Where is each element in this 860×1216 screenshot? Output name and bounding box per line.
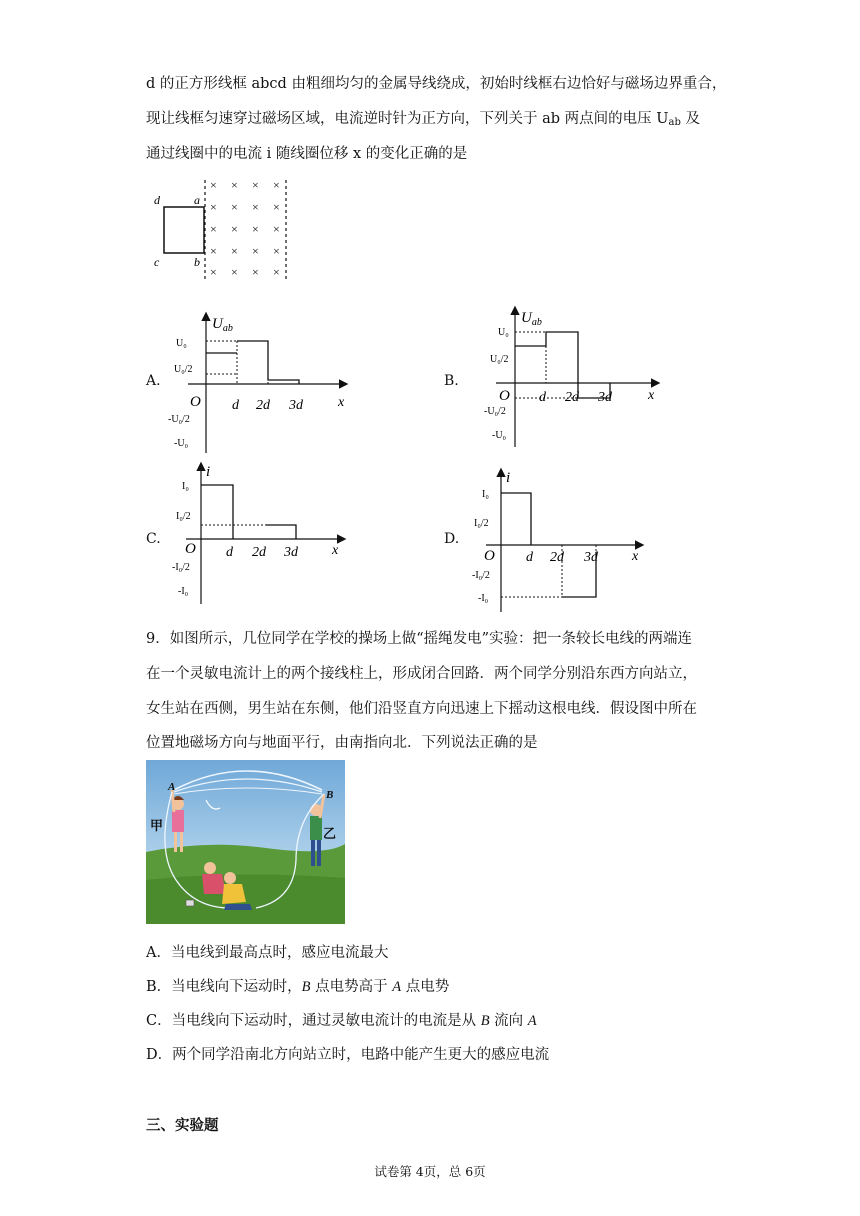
grid-dashes <box>501 545 596 597</box>
tick-y-i0-half: I₀/2 <box>474 518 489 529</box>
girl-leg-right <box>180 832 183 852</box>
kneeling-kid-1-body <box>202 874 226 894</box>
field-cross: × <box>210 222 217 236</box>
q9-option-d: D．两个同学沿南北方向站立时，电路中能产生更大的感应电流 <box>146 1047 550 1063</box>
field-cross: × <box>231 265 238 279</box>
q9-option-c-pre: C．当电线向下运动时，通过灵敏电流计的电流是从 <box>146 1013 481 1029</box>
field-cross: × <box>273 200 280 214</box>
q9-option-c <box>146 1009 537 1030</box>
field-cross: × <box>273 244 280 258</box>
tick-y-neg-i0: -I₀ <box>178 586 189 597</box>
kneeling-kid-2-legs <box>224 904 252 910</box>
grid-dashes <box>515 332 548 346</box>
graph-d <box>470 466 670 616</box>
origin-label: O <box>185 541 196 557</box>
field-cross: × <box>252 200 259 214</box>
q9-option-c-mid: 流向 <box>489 1013 528 1029</box>
q9-option-b-point-1: B <box>301 979 311 995</box>
tick-x-3d: 3d <box>598 390 612 405</box>
tick-y-neg-u0-half: -U₀/2 <box>168 414 190 425</box>
q9-option-b-point-2: A <box>392 979 402 995</box>
y-axis-label: i <box>206 464 211 480</box>
kneeling-kid-1-head <box>204 862 216 874</box>
label-point-a: A <box>168 781 176 793</box>
y-axis-label: $U_{ab}$ <box>212 316 233 334</box>
q9-option-b-pre: B．当电线向下运动时， <box>146 979 302 995</box>
tick-x-3d: 3d <box>584 550 598 565</box>
field-cross: × <box>273 265 280 279</box>
q8-line-2 <box>146 107 700 128</box>
q9-option-a: A．当电线到最高点时，感应电流最大 <box>146 945 389 961</box>
tick-x-d: d <box>226 545 233 560</box>
origin-label: O <box>499 388 510 404</box>
tick-y-u0-half: U₀/2 <box>490 354 509 365</box>
field-cross: × <box>273 178 280 192</box>
x-axis-label: x <box>648 388 655 403</box>
girl-body <box>172 810 184 832</box>
square-frame <box>164 207 204 253</box>
tick-y-i0: I₀ <box>182 481 189 492</box>
field-cross: × <box>231 200 238 214</box>
tick-x-2d: 2d <box>252 545 266 560</box>
tick-x-3d: 3d <box>284 545 298 560</box>
tick-x-d: d <box>232 398 239 413</box>
girl-leg-left <box>174 832 177 852</box>
transition-dashes <box>515 346 610 398</box>
q9-line-2: 在一个灵敏电流计上的两个接线柱上，形成闭合回路．两个同学分别沿东西方向站立， <box>146 666 697 682</box>
tick-y-i0-half: I₀/2 <box>176 511 191 522</box>
graph-b-curve <box>515 332 610 398</box>
x-axis-label: x <box>338 395 345 410</box>
tick-y-i0: I₀ <box>482 489 489 500</box>
option-d-label: D. <box>444 531 460 547</box>
field-cross: × <box>210 178 217 192</box>
frame-field-figure <box>150 176 300 286</box>
rope-generator-photo <box>146 760 345 924</box>
tick-y-neg-i0-half: -I₀/2 <box>472 570 490 581</box>
tick-y-neg-u0: -U₀ <box>492 430 507 441</box>
x-axis-label: x <box>332 543 339 558</box>
label-jia: 甲 <box>150 818 164 833</box>
label-b: b <box>194 255 200 269</box>
kneeling-kid-2-head <box>224 872 236 884</box>
tick-x-2d: 2d <box>256 398 270 413</box>
field-cross: × <box>273 222 280 236</box>
graph-c-curve <box>201 485 296 539</box>
grass-front <box>146 874 345 924</box>
origin-label: O <box>190 394 201 410</box>
q8-line-3: 通过线圈中的电流 i 随线圈位移 x 的变化正确的是 <box>146 146 468 162</box>
boy-body <box>310 816 322 840</box>
graph-b <box>470 302 670 450</box>
y-axis-label: $U_{ab}$ <box>521 310 542 328</box>
galvanometer <box>186 900 194 906</box>
q9-option-b <box>146 975 449 996</box>
section-heading: 三、实验题 <box>146 1117 219 1134</box>
q8-line-2-sub: ab <box>668 117 681 128</box>
q9-option-b-post: 点电势 <box>401 979 450 995</box>
tick-y-neg-u0: -U₀ <box>174 438 189 449</box>
kneeling-kid-2-body <box>222 884 246 904</box>
label-a: a <box>194 193 200 207</box>
tick-y-neg-i0-half: -I₀/2 <box>172 562 190 573</box>
y-axis-label: i <box>506 470 511 486</box>
boy-leg-right <box>317 840 321 866</box>
label-point-b: B <box>326 789 334 801</box>
tick-y-neg-i0: -I₀ <box>478 593 489 604</box>
option-c-label: C. <box>146 531 161 547</box>
field-cross: × <box>231 178 238 192</box>
field-cross: × <box>210 265 217 279</box>
field-cross: × <box>252 244 259 258</box>
tick-y-u0: U₀ <box>176 338 187 349</box>
q9-line-4: 位置地磁场方向与地面平行，由南指向北．下列说法正确的是 <box>146 735 538 751</box>
page-footer: 试卷第 4页，总 6页 <box>374 1164 486 1179</box>
tick-x-d: d <box>526 550 533 565</box>
option-a-label: A. <box>146 373 161 389</box>
graph-c <box>166 460 366 608</box>
q8-line-1: d 的正方形线框 abcd 由粗细均匀的金属导线绕成，初始时线框右边恰好与磁场边界重合， <box>146 76 727 92</box>
origin-label: O <box>484 548 495 564</box>
tick-x-2d: 2d <box>565 390 579 405</box>
q9-option-c-point-1: B <box>480 1013 490 1029</box>
q9-option-c-point-2: A <box>527 1013 537 1029</box>
field-cross: × <box>252 222 259 236</box>
option-b-label: B. <box>444 373 459 389</box>
field-crosses <box>210 178 280 279</box>
field-cross: × <box>231 244 238 258</box>
field-cross: × <box>231 222 238 236</box>
label-c: c <box>154 255 160 269</box>
boy-leg-left <box>311 840 315 866</box>
tick-y-u0-half: U₀/2 <box>174 364 193 375</box>
graph-a <box>166 308 366 456</box>
tick-y-u0: U₀ <box>498 327 509 338</box>
q9-option-b-mid: 点电势高于 <box>310 979 393 995</box>
field-cross: × <box>252 265 259 279</box>
field-cross: × <box>210 200 217 214</box>
q9-line-1: 9．如图所示，几位同学在学校的操场上做“摇绳发电”实验：把一条较长电线的两端连 <box>146 631 693 647</box>
tick-x-2d: 2d <box>550 550 564 565</box>
q9-line-3: 女生站在西侧，男生站在东侧，他们沿竖直方向迅速上下摇动这根电线．假设图中所在 <box>146 701 697 717</box>
label-d: d <box>154 193 160 207</box>
field-cross: × <box>252 178 259 192</box>
tick-y-neg-u0-half: -U₀/2 <box>484 406 506 417</box>
label-yi: 乙 <box>323 826 337 841</box>
tick-x-d: d <box>539 390 546 405</box>
graph-a-curve <box>206 341 299 384</box>
tick-x-3d: 3d <box>289 398 303 413</box>
q8-line-2-post: 及 <box>680 111 700 127</box>
q8-line-2-pre: 现让线框匀速穿过磁场区域，电流逆时针为正方向，下列关于 ab 两点间的电压 U <box>146 111 669 127</box>
x-axis-label: x <box>632 549 639 564</box>
field-cross: × <box>210 244 217 258</box>
